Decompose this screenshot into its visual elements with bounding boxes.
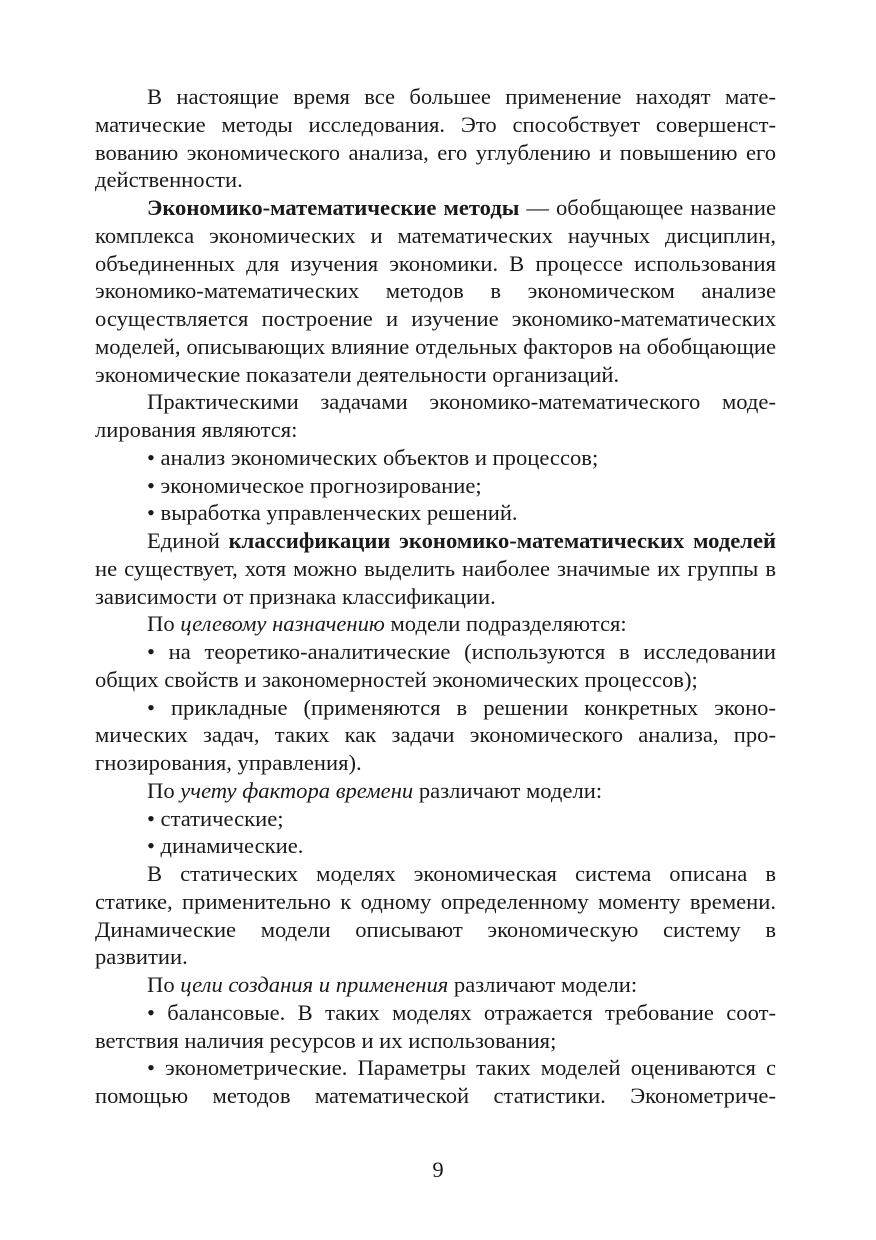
text-run: • статические; (147, 805, 284, 831)
paragraph (95, 805, 776, 833)
paragraph (95, 999, 776, 1055)
text-run: По (147, 972, 181, 997)
italic-term: учету фактора времени (180, 777, 414, 803)
paragraph (95, 83, 776, 194)
text-run: • анализ экономических объектов и процессов; (147, 444, 599, 470)
paragraph (95, 971, 776, 999)
text-run: Единой (147, 528, 229, 553)
paragraph (95, 777, 776, 805)
paragraph (95, 860, 776, 971)
body-text (95, 83, 776, 1110)
paragraph (95, 638, 776, 694)
bold-term: Экономико-математические методы (147, 195, 520, 220)
bold-term: классификации экономико-математических моделей (228, 528, 776, 553)
text-run: • эконометрические. Параметры таких моделей оцениваются с помощью методов математической статистики. Эконометриче- (95, 1055, 776, 1108)
paragraph (95, 388, 776, 444)
text-run: • балансовые. В таких моделях отражается требование соответствия наличия ресурсов и их использования; (95, 999, 776, 1053)
paragraph (95, 499, 776, 527)
paragraph (95, 832, 776, 860)
paragraph (95, 472, 776, 500)
text-run: В статических моделях экономическая система описана в статике, применительно к одному определенному моменту времени. Динамические модели описывают экономическую систему в развитии. (95, 861, 776, 970)
text-run: По (147, 611, 181, 637)
text-run: • на теоретико-аналитические (используются в исследовании общих свойств и закономерностей экономических процессов); (95, 639, 776, 692)
text-run: В настоящие время все большее применение находят математические методы исследования. Это способствует совершенствованию экономического анализа, его углублению и повышению его действенности. (95, 84, 776, 193)
text-run: различают модели: (413, 777, 603, 803)
paragraph (95, 694, 776, 777)
text-run: • экономическое прогнозирование; (147, 472, 482, 498)
paragraph (95, 610, 776, 638)
text-run: Практическими задачами экономико-математического моделирования являются: (95, 389, 776, 442)
text-run: По (147, 777, 181, 803)
text-run: не существует, хотя можно выделить наиболее значимые их группы в зависимости от признака классификации. (95, 555, 776, 609)
paragraph (95, 194, 776, 388)
paragraph (95, 1054, 776, 1110)
text-run: • прикладные (применяются в решении конкретных экономических задач, таких как задачи экономического анализа, прогнозирования, управления). (95, 694, 776, 775)
paragraph (95, 527, 776, 610)
text-run: • динамические. (147, 833, 304, 859)
italic-term: целевому назначению (180, 611, 385, 637)
text-run: — обобщающее название комплекса экономических и математических научных дисциплин, объединенных для изучения экономики. В процессе использования экономико-математических методов в экономическом анализе осуществляется построение и изучение экономико-математических моделей, описывающих влияние отдельных факторов на обобщающие экономические показатели деятельности организаций. (95, 195, 776, 387)
paragraph (95, 444, 776, 472)
text-run: • выработка управленческих решений. (147, 500, 518, 526)
italic-term: цели создания и применения (180, 972, 449, 997)
page-number: 9 (432, 1157, 444, 1182)
text-run: различают модели: (448, 972, 638, 997)
text-run: модели подразделяются: (384, 611, 627, 637)
